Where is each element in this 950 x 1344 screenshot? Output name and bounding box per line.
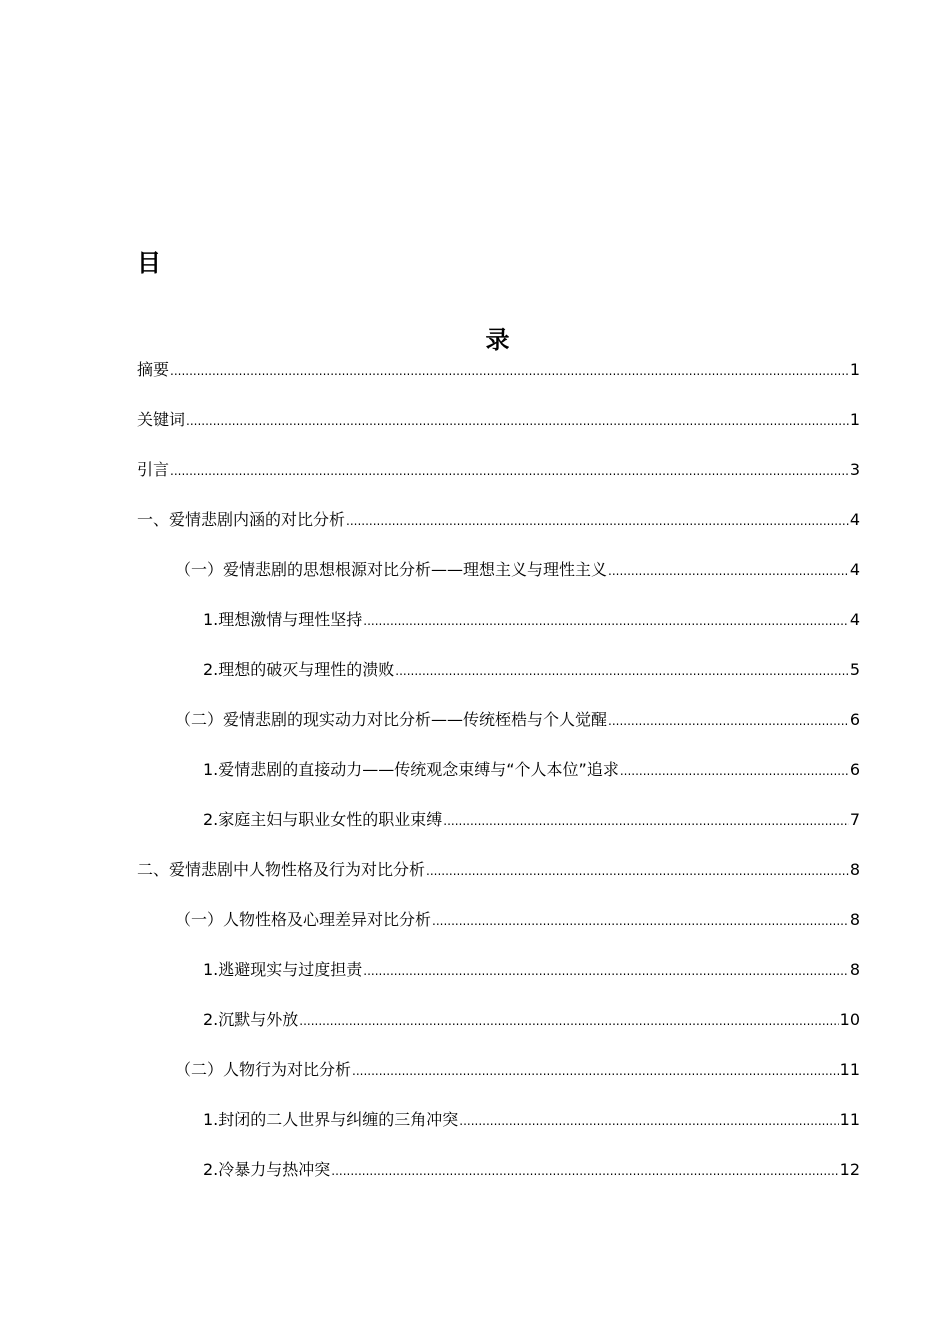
dot-leader — [299, 1009, 838, 1033]
toc-entry-label: 2.理想的破灭与理性的溃败 — [203, 660, 395, 679]
toc-entry-label: 1.封闭的二人世界与纠缠的三角冲突 — [203, 1110, 459, 1129]
toc-entry-page: 4 — [849, 510, 860, 529]
toc-entry-label: （一）人物性格及心理差异对比分析 — [175, 910, 432, 929]
toc-entry[interactable] — [137, 708, 860, 758]
dot-leader — [363, 959, 849, 983]
toc-entry-label: 1.爱情悲剧的直接动力——传统观念束缚与“个人本位”追求 — [203, 760, 619, 779]
toc-entry[interactable] — [137, 458, 860, 508]
dot-leader — [443, 809, 849, 833]
toc-entry-page: 10 — [839, 1010, 860, 1029]
toc-entry-page: 8 — [849, 910, 860, 929]
toc-entry-label: 摘要 — [137, 360, 170, 379]
toc-entry[interactable] — [137, 1008, 860, 1058]
toc-entry-page: 4 — [849, 560, 860, 579]
toc-entry-label: 1.理想激情与理性坚持 — [203, 610, 363, 629]
dot-leader — [186, 409, 849, 433]
toc-entry-page: 5 — [849, 660, 860, 679]
toc-entry-page: 11 — [839, 1110, 860, 1129]
dot-leader — [426, 859, 849, 883]
dot-leader — [395, 659, 849, 683]
toc-entry-page: 8 — [849, 860, 860, 879]
toc-entry[interactable] — [137, 1158, 860, 1208]
toc-entry-label: 2.家庭主妇与职业女性的职业束缚 — [203, 810, 443, 829]
toc-entry-label: （一）爱情悲剧的思想根源对比分析——理想主义与理性主义 — [175, 560, 608, 579]
toc-entry-label: （二）爱情悲剧的现实动力对比分析——传统桎梏与个人觉醒 — [175, 710, 608, 729]
toc-entry-page: 6 — [849, 710, 860, 729]
toc-entry-label: 1.逃避现实与过度担责 — [203, 960, 363, 979]
toc-entry[interactable] — [137, 958, 860, 1008]
toc-entry-label: 2.沉默与外放 — [203, 1010, 299, 1029]
toc-entry-label: 一、爱情悲剧内涵的对比分析 — [137, 510, 346, 529]
dot-leader — [620, 759, 849, 783]
toc-entry[interactable] — [137, 608, 860, 658]
toc-entry-page: 1 — [849, 410, 860, 429]
table-of-contents — [137, 358, 860, 1208]
toc-entry[interactable] — [137, 1058, 860, 1108]
toc-entry[interactable] — [137, 408, 860, 458]
dot-leader — [363, 609, 849, 633]
toc-entry[interactable] — [137, 758, 860, 808]
toc-entry-label: （二）人物行为对比分析 — [175, 1060, 352, 1079]
toc-entry[interactable] — [137, 1108, 860, 1158]
toc-entry-page: 3 — [849, 460, 860, 479]
toc-entry-page: 1 — [849, 360, 860, 379]
toc-entry-page: 12 — [839, 1160, 860, 1179]
toc-entry[interactable] — [137, 558, 860, 608]
dot-leader — [608, 559, 849, 583]
toc-entry[interactable] — [137, 858, 860, 908]
toc-entry-page: 7 — [849, 810, 860, 829]
toc-entry-page: 6 — [849, 760, 860, 779]
toc-title-second-char: 录 — [485, 326, 510, 354]
dot-leader — [608, 709, 849, 733]
toc-title-first-char: 目 — [137, 249, 161, 277]
toc-entry-page: 4 — [849, 610, 860, 629]
dot-leader — [331, 1159, 838, 1183]
toc-entry[interactable] — [137, 808, 860, 858]
toc-entry[interactable] — [137, 358, 860, 408]
toc-entry-page: 11 — [839, 1060, 860, 1079]
toc-entry-label: 二、爱情悲剧中人物性格及行为对比分析 — [137, 860, 426, 879]
dot-leader — [170, 459, 849, 483]
dot-leader — [352, 1059, 839, 1083]
toc-entry-label: 引言 — [137, 460, 170, 479]
toc-entry-page: 8 — [849, 960, 860, 979]
toc-entry-label: 关键词 — [137, 410, 186, 429]
toc-entry[interactable] — [137, 658, 860, 708]
toc-entry[interactable] — [137, 908, 860, 958]
toc-entry[interactable] — [137, 508, 860, 558]
toc-entry-label: 2.冷暴力与热冲突 — [203, 1160, 331, 1179]
dot-leader — [459, 1109, 838, 1133]
dot-leader — [432, 909, 849, 933]
dot-leader — [170, 359, 849, 383]
dot-leader — [346, 509, 849, 533]
